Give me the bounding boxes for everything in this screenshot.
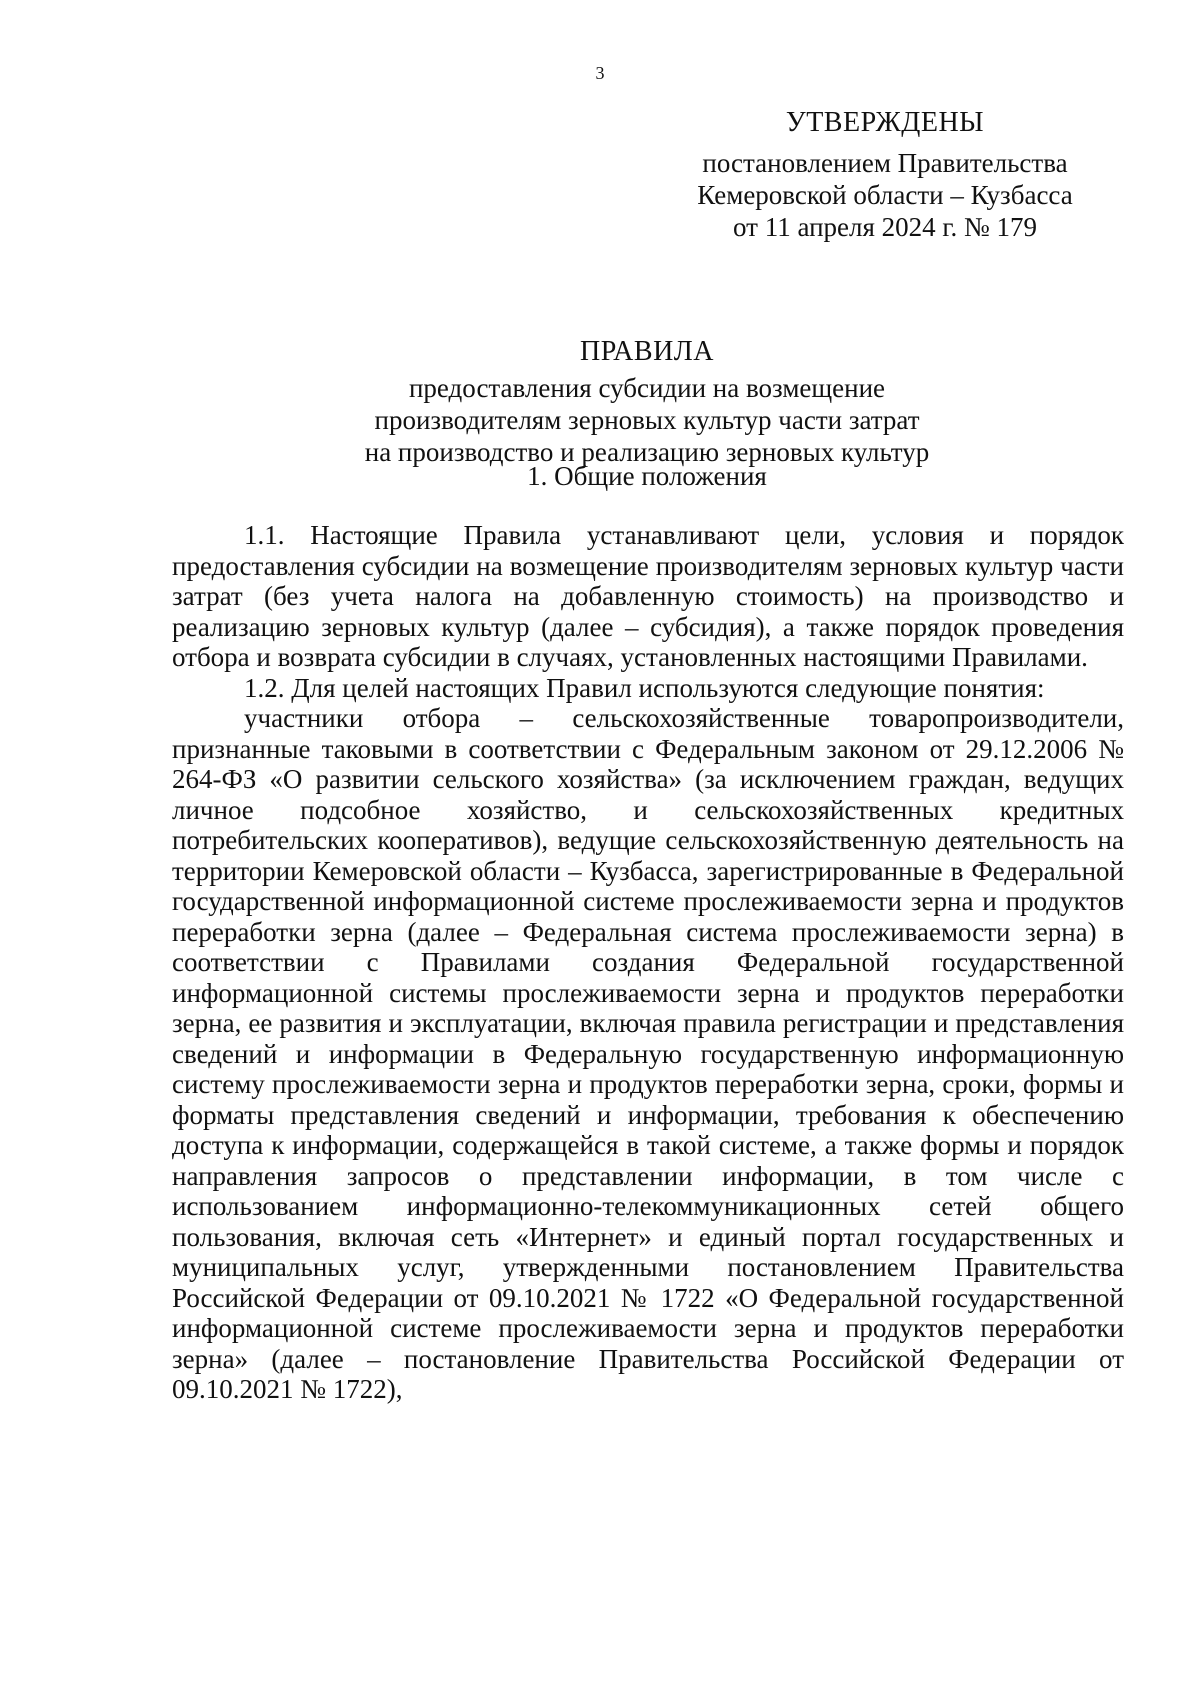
paragraph-1-1: 1.1. Настоящие Правила устанавливают цели, условия и порядок предоставления субсидии на возмещение производителям зерновых культур части затрат (без учета налога на добавленную стоимость) на производство и реализацию зерновых культур (далее – субсидия), а также порядок проведения отбора и возврата субсидии в случаях, установленных настоящими Правилами.: [172, 520, 1124, 672]
approval-title: УТВЕРЖДЕНЫ: [785, 107, 985, 138]
approval-block: [660, 107, 1110, 243]
document-subtitle-line: предоставления субсидии на возмещение: [408, 373, 886, 403]
document-subtitle-line: производителям зерновых культур части затрат: [374, 405, 920, 435]
page-number: 3: [595, 63, 605, 83]
document-subtitle-line: на производство и реализацию зерновых культур: [364, 437, 930, 467]
approval-line: от 11 апреля 2024 г. № 179: [733, 212, 1037, 242]
approval-line: Кемеровской области – Кузбасса: [697, 180, 1073, 210]
document-title-block: [172, 336, 1122, 468]
paragraph-definition-participants: участники отбора – сельскохозяйственные товаропроизводители, признанные таковыми в соответствии с Федеральным законом от 29.12.2006 № 264-ФЗ «О развитии сельского хозяйства» (за исключением граждан, ведущих личное подсобное хозяйство, и сельскохозяйственных кредитных потребительских кооперативов), ведущие сельскохозяйственную деятельность на территории Кемеровской области – Кузбасса, зарегистрированные в Федеральной государственной информационной системе прослеживаемости зерна и продуктов переработки зерна (далее – Федеральная система прослеживаемости зерна) в соответствии с Правилами создания Федеральной государственной информационной системы прослеживаемости зерна и продуктов переработки зерна, ее развития и эксплуатации, включая правила регистрации и представления сведений и информации в Федеральную государственную информационную систему прослеживаемости зерна и продуктов переработки зерна, сроки, формы и форматы представления сведений и информации, требования к обеспечению доступа к информации, содержащейся в такой системе, а также формы и порядок направления запросов о представлении информации, в том числе с использованием информационно-телекоммуникационных сетей общего пользования, включая сеть «Интернет» и единый портал государственных и муниципальных услуг, утвержденными постановлением Правительства Российской Федерации от 09.10.2021 № 1722 «О Федеральной государственной информационной системе прослеживаемости зерна и продуктов переработки зерна» (далее – постановление Правительства Российской Федерации от 09.10.2021 № 1722),: [172, 703, 1124, 1404]
document-title: ПРАВИЛА: [579, 336, 715, 367]
section-body: [172, 520, 1124, 1405]
paragraph-1-2: 1.2. Для целей настоящих Правил используются следующие понятия:: [244, 672, 1045, 703]
section-heading: 1. Общие положения: [527, 461, 767, 491]
approval-line: постановлением Правительства: [702, 148, 1068, 178]
